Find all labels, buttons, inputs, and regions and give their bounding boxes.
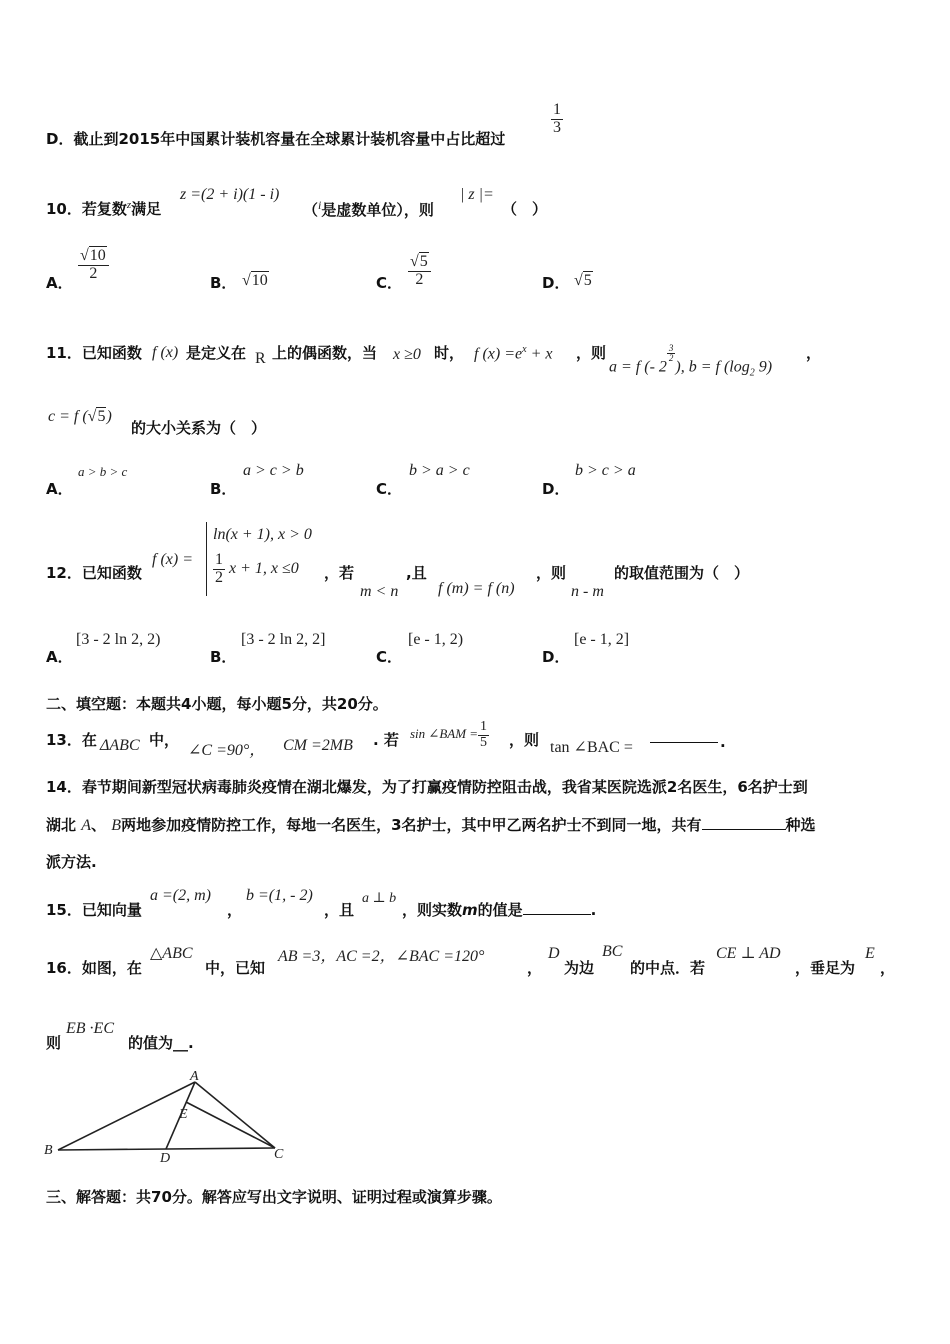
q10-option-a-value: $\frac{√10}{2}$	[78, 248, 109, 283]
q14-sep: 、	[91, 816, 107, 834]
q10-b-rad: 10	[251, 272, 268, 289]
q16-label-c: 为边	[564, 959, 595, 977]
q10-label-b: 满足	[131, 200, 162, 218]
q13-angle: ∠C =90°，	[188, 742, 266, 759]
fig-label-A: A	[190, 1069, 199, 1084]
q9d-text: D．截止到2015年中国累计装机容量在全球累计装机容量中占比超过	[46, 130, 506, 148]
q10-option-b-letter: B．	[210, 274, 237, 292]
q13-label-c: . 若	[373, 731, 399, 749]
q15-label-d: 的值是	[477, 901, 523, 919]
q11-def-exp: x	[522, 344, 527, 355]
q11-option-d-value: b > c > a	[575, 462, 636, 479]
q13-sin-num: 1	[480, 719, 488, 734]
q14-B: B	[111, 817, 122, 834]
q11-option-a-letter: A．	[46, 480, 73, 498]
q10-label-c: 是虚数单位），则	[321, 201, 434, 219]
segment-AC	[195, 1082, 275, 1148]
q12-label-b: ，若	[324, 564, 355, 582]
q12-label-c: ,且	[406, 564, 427, 582]
q12-label-e: 的取值范围为（ ）	[614, 564, 750, 582]
q11-R: R	[255, 350, 266, 367]
q11-fx: f (x)	[152, 344, 179, 361]
q10-c-den: 2	[415, 270, 424, 288]
q12-option-b-value: [3 - 2 ln 2, 2]	[241, 631, 326, 648]
q15-a-vec: a =(2, m)	[150, 887, 212, 904]
q11-def-base: f (x) =e	[474, 345, 523, 363]
q15-b-vec: b =(1, - 2)	[246, 887, 313, 904]
q14-answer-blank[interactable]	[702, 817, 786, 830]
q10-label-a: 10．若复数	[46, 200, 127, 218]
q13-label-d: ，则	[509, 731, 540, 749]
q15-label-a: 15．已知向量	[46, 901, 142, 919]
q11-option-a-value: a > b > c	[78, 464, 128, 479]
segment-CE	[186, 1102, 275, 1148]
q11-option-c-value: b > a > c	[409, 462, 470, 479]
q12-fx: f (x) =	[152, 551, 193, 568]
q10-d-rad: 5	[583, 272, 592, 289]
q12-cond: m < n	[360, 583, 399, 600]
q10-var-i: i	[318, 198, 322, 212]
q11-comma: ，	[806, 344, 822, 362]
q13-label-b: 中，	[149, 731, 180, 749]
fig-label-B: B	[44, 1143, 53, 1158]
q16-label-f: 则	[46, 1034, 62, 1052]
q11-a-base: a = f (- 2	[609, 358, 667, 376]
q11-c-base: c = f (	[48, 408, 88, 425]
q16-triangle-figure	[40, 1068, 300, 1168]
q11-def	[474, 344, 552, 363]
q10-option-c-letter: C．	[376, 274, 403, 292]
q16-label-g: 的值为__.	[128, 1034, 194, 1052]
q16-triangle: △ABC	[150, 945, 193, 962]
q10-option-d-value: √5	[574, 272, 592, 289]
q10-option-a-letter: A．	[46, 274, 73, 292]
q11-cond: x ≥0	[393, 346, 421, 363]
q12-option-d-letter: D．	[542, 648, 570, 666]
q10-option-c-value: $\frac{√5}{2}$	[408, 254, 431, 289]
q12-option-a-value: [3 - 2 ln 2, 2)	[76, 631, 161, 648]
q10-option-d-letter: D．	[542, 274, 570, 292]
q10-c-rad: 5	[419, 253, 428, 270]
q10-abs-z: | z |=	[460, 186, 494, 203]
q11-label-b: 是定义在	[186, 344, 247, 362]
q16-label-b: 中，已知	[205, 959, 266, 977]
q13-sin-text: sin ∠BAM =	[410, 726, 479, 742]
q11-label-d: 时，	[434, 344, 465, 362]
q11-c-def: c = f (√5)	[48, 408, 112, 425]
q11-option-b-value: a > c > b	[243, 462, 304, 479]
q16-sep: ，	[527, 959, 543, 977]
q11-label-f: 的大小关系为（ ）	[131, 419, 267, 437]
q16-label-e: ，垂足为	[795, 959, 856, 977]
q11-label-c: 上的偶函数，当	[272, 344, 378, 362]
q12-label-d: ，则	[536, 564, 567, 582]
q14-line2a: 湖北	[46, 816, 77, 834]
q14-A: A	[81, 817, 92, 834]
q11-c-tail: )	[106, 408, 112, 425]
q15-label-b: ，且	[324, 901, 355, 919]
q15-end: .	[590, 901, 597, 919]
fig-label-E: E	[179, 1107, 188, 1122]
q15-m: m	[462, 901, 478, 919]
q11-a-def	[609, 344, 772, 379]
q13-sin	[410, 720, 489, 750]
q10-a-rad: 10	[89, 247, 106, 264]
q15-perp: a ⊥ b	[362, 891, 397, 906]
q15-tail	[402, 899, 596, 920]
q11-a-exp-num: 3	[668, 343, 674, 353]
q10-option-b-value: √10	[242, 272, 268, 289]
q11-c-rad: 5	[97, 408, 106, 425]
q12-case2-tail: x + 1, x ≤0	[229, 559, 299, 577]
q11-label-e: ，则	[576, 344, 607, 362]
q11-b-base: , b = f (log	[680, 358, 750, 376]
q14-line2b: 两地参加疫情防控工作，每地一名医生，3名护士，其中甲乙两名护士不到同一地，共有	[121, 816, 702, 834]
q13-sin-den: 5	[480, 734, 488, 750]
q16-dot-product: EB ·EC	[66, 1020, 114, 1037]
q10-tail	[303, 198, 434, 220]
q9d-frac-den: 3	[553, 118, 561, 136]
fig-label-D: D	[160, 1151, 171, 1166]
q15-label-c: ，则实数	[402, 901, 463, 919]
q14-line1: 14．春节期间新型冠状病毒肺炎疫情在湖北爆发，为了打赢疫情防控阻击战，我省某医院选派2名医生，6名护士到	[46, 778, 808, 796]
q10-a-den: 2	[89, 264, 98, 282]
q13-cm: CM =2MB	[283, 737, 353, 754]
q15-answer-blank[interactable]	[523, 902, 591, 915]
q12-piecewise	[206, 522, 312, 596]
q12-eq: f (m) = f (n)	[438, 580, 515, 597]
q16-D: D	[548, 945, 560, 962]
q13-answer-blank[interactable]	[650, 742, 718, 743]
q12-case2-den: 2	[215, 568, 223, 586]
q12-option-d-value: [e - 1, 2]	[574, 631, 630, 648]
q9-option-d	[46, 128, 505, 149]
q15-sep: ，	[227, 901, 243, 919]
q11-b-sub: 2	[749, 367, 755, 379]
q10-paren: （	[303, 201, 319, 219]
q12-option-c-value: [e - 1, 2)	[408, 631, 464, 648]
q14-line2	[46, 814, 816, 835]
question-10	[46, 198, 161, 219]
q16-comma: ，	[880, 959, 896, 977]
q10-equation: z =(2 + i)(1 - i)	[180, 186, 280, 203]
q16-BC: BC	[602, 943, 623, 960]
q12-label-a: 12．已知函数	[46, 564, 142, 582]
q9d-fraction	[551, 102, 563, 137]
q14-line3: 派方法.	[46, 853, 97, 871]
fig-label-C: C	[274, 1147, 284, 1162]
q16-label-a: 16．如图，在	[46, 959, 142, 977]
q11-option-b-letter: B．	[210, 480, 237, 498]
q11-a-exp-den: 2	[668, 353, 674, 364]
q13-tan: tan ∠BAC =	[550, 739, 633, 756]
q11-option-c-letter: C．	[376, 480, 403, 498]
q12-option-c-letter: C．	[376, 648, 403, 666]
q13-triangle: ΔABC	[100, 737, 140, 754]
q16-E: E	[865, 945, 875, 962]
q11-label-a: 11．已知函数	[46, 344, 142, 362]
q12-option-a-letter: A．	[46, 648, 73, 666]
section-3-heading: 三、解答题：共70分。解答应写出文字说明、证明过程或演算步骤。	[46, 1188, 502, 1206]
segment-AB	[58, 1082, 195, 1150]
q11-b-tail: 9)	[754, 358, 773, 376]
q11-a-tail: )	[675, 358, 681, 376]
q16-given: AB =3，AC =2，∠BAC =120°	[278, 948, 485, 965]
q12-expr: n - m	[571, 583, 604, 600]
q12-option-b-letter: B．	[210, 648, 237, 666]
q16-label-d: 的中点．若	[630, 959, 706, 977]
q13-label-a: 13．在	[46, 731, 97, 749]
q14-line2c: 种选	[785, 816, 816, 834]
q13-end: .	[720, 733, 726, 751]
q11-def-tail: + x	[530, 345, 553, 363]
q11-option-d-letter: D．	[542, 480, 570, 498]
q10-var-z: z	[126, 199, 132, 211]
q12-case2-num: 1	[215, 551, 223, 568]
section-2-heading: 二、填空题：本题共4小题，每小题5分，共20分。	[46, 695, 388, 713]
q16-perp: CE ⊥ AD	[716, 945, 781, 962]
q10-answer-paren: （ ）	[502, 200, 548, 218]
q9d-frac-num: 1	[553, 101, 561, 118]
q16-figure-lines	[58, 1082, 275, 1150]
q12-case1: ln(x + 1), x > 0	[213, 526, 312, 543]
